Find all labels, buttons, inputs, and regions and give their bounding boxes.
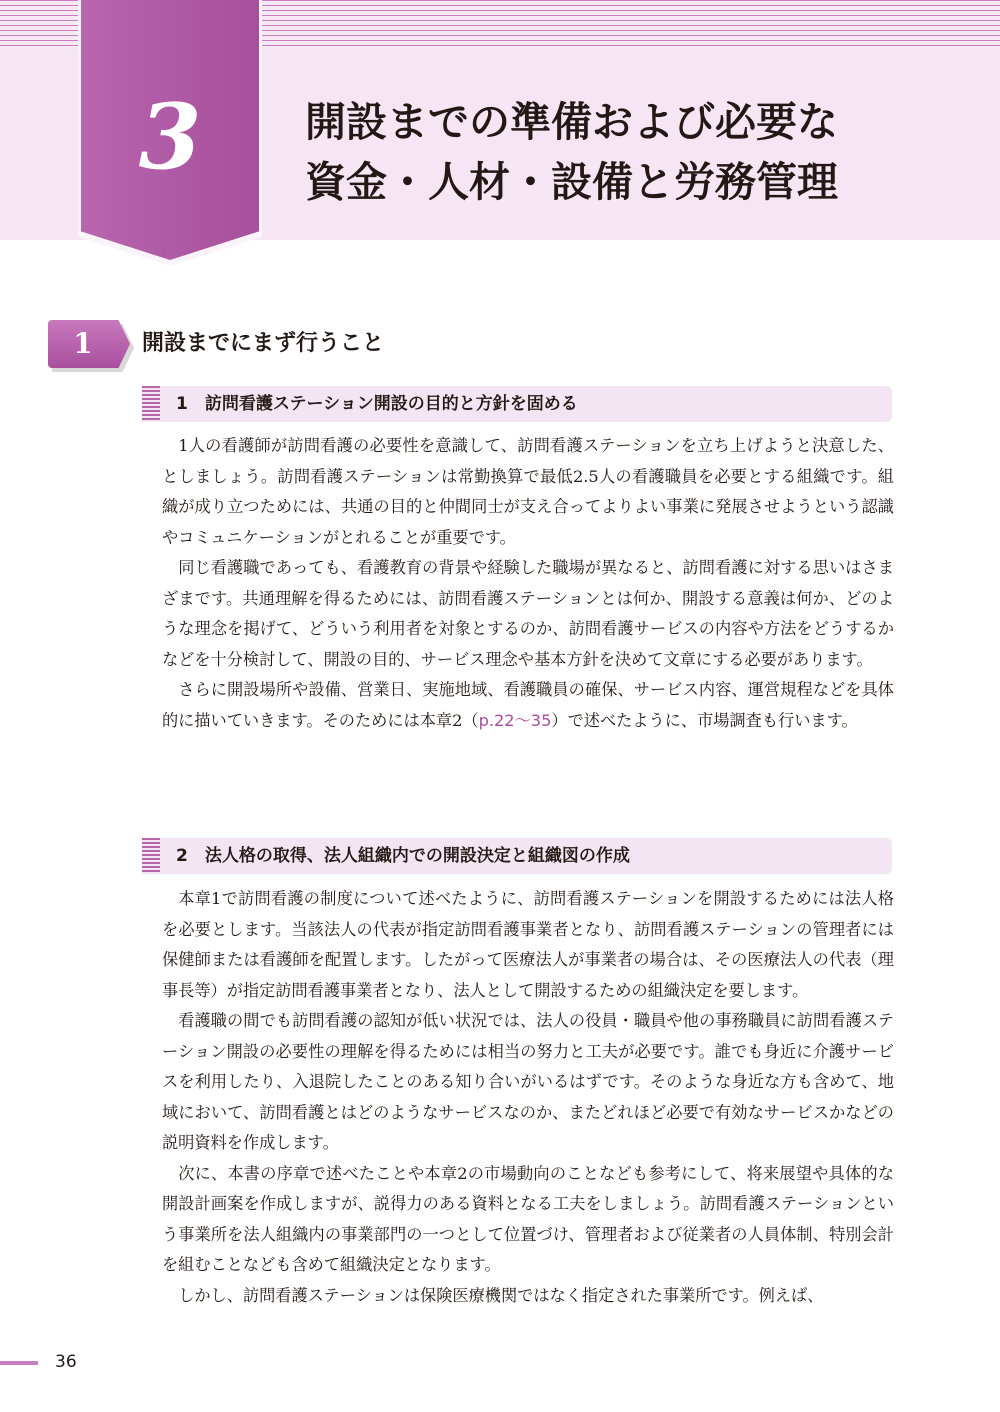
subsection-stripes (142, 386, 160, 422)
subsection-1-body (162, 431, 894, 736)
subsection-heading-text: 2 法人格の取得、法人組織内での開設決定と組織図の作成 (176, 846, 630, 866)
section-number: 1 (73, 327, 93, 360)
page-reference-link[interactable]: p.22〜35 (478, 710, 552, 730)
chapter-title-line-2: 資金・人材・設備と労務管理 (305, 158, 838, 206)
paragraph: 看護職の間でも訪問看護の認知が低い状況では、法人の役員・職員や他の事務職員に訪問看護ステーション開設の必要性の理解を得るためには相当の努力と工夫が必要です。誰でも身近に介護サービスを利用したり、入退院したことのある知り合いがいるはずです。そのような身近な方も含めて、地域において、訪問看護とはどのようなサービスなのか、またどれほど必要で有効なサービスかなどの説明資料を作成します。 (162, 1011, 894, 1152)
subsection-heading-2 (142, 838, 892, 874)
paragraph: 同じ看護職であっても、看護教育の背景や経験した職場が異なると、訪問看護に対する思いはさまざまです。共通理解を得るためには、訪問看護ステーションとは何か、開設する意義は何か、どのような理念を掲げて、どういう利用者を対象とするのか、訪問看護サービスの内容や方法をどうするかなどを十分検討して、開設の目的、サービス理念や基本方針を決めて文章にする必要があります。 (162, 558, 894, 669)
chapter-number: 3 (138, 84, 202, 190)
paragraph: 1人の看護師が訪問看護の必要性を意識して、訪問看護ステーションを立ち上げようと決意した、としましょう。訪問看護ステーションは常勤換算で最低2.5人の看護職員を必要とする組織です。組織が成り立つためには、共通の目的と仲間同士が支え合ってよりよい事業に発展させようという認識やコミュニケーションがとれることが重要です。 (162, 436, 894, 547)
chapter-title (305, 92, 955, 212)
paragraph (162, 675, 894, 736)
paragraph: しかし、訪問看護ステーションは保険医療機関ではなく指定された事業所です。例えば、 (178, 1285, 824, 1305)
section-title: 開設までにまず行うこと (142, 331, 385, 356)
subsection-stripes (142, 838, 160, 874)
page-number: 36 (55, 1352, 77, 1372)
footer-bar (0, 1361, 38, 1365)
subsection-heading-text: 1 訪問看護ステーション開設の目的と方針を固める (176, 394, 578, 414)
paragraph-text: さらに開設場所や設備、営業日、実施地域、看護職員の確保、サービス内容、運営規程などを具体的に描いていきます。そのためには本章2（ (162, 680, 894, 730)
subsection-heading-1 (142, 386, 892, 422)
subsection-2-body (162, 884, 894, 1311)
paragraph-text: ）で述べたように、市場調査も行います。 (551, 710, 858, 730)
paragraph: 本章1で訪問看護の制度について述べたように、訪問看護ステーションを開設するためには法人格を必要とします。当該法人の代表が指定訪問看護事業者となり、訪問看護ステーションの管理者には保健師または看護師を配置します。したがって医療法人が事業者の場合は、その医療法人の代表（理事長等）が指定訪問看護事業者となり、法人として開設するための組織決定を要します。 (162, 889, 894, 1000)
chapter-title-line-1: 開設までの準備および必要な (305, 98, 838, 146)
paragraph: 次に、本書の序章で述べたことや本章2の市場動向のことなども参考にして、将来展望や具体的な開設計画案を作成しますが、説得力のある資料となる工夫をしましょう。訪問看護ステーションという事業所を法人組織内の事業部門の一つとして位置づけ、管理者および従業者の人員体制、特別会計を組むことなども含めて組織決定となります。 (162, 1163, 894, 1274)
